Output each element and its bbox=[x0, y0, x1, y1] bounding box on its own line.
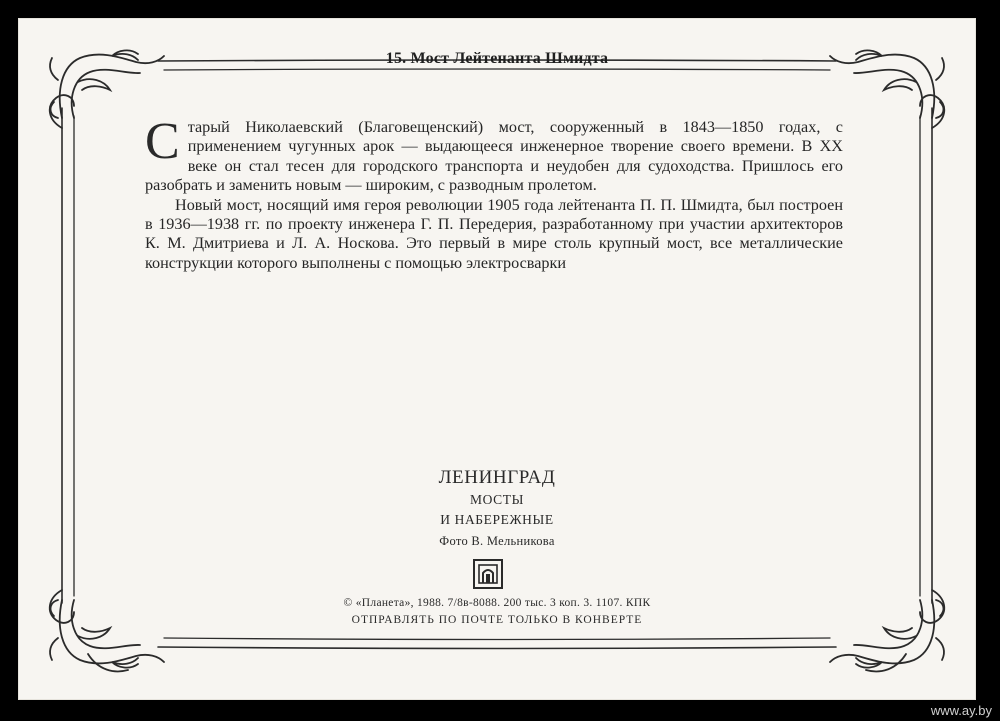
series-title-line-1: МОСТЫ bbox=[470, 492, 524, 507]
description-text bbox=[145, 113, 843, 273]
paragraph-2: Новый мост, носящий имя героя революции 1905 года лейтенанта П. П. Шмидта, был построен в 1936—1938 гг. по проекту инженера Г. П. Передерия, разработанному при участии архитекторов К. М. Дмитриева и Л. А. Носкова. Это первый в мире столь крупный мост, все металлические конструкции которого выполнены с помощью электросварки bbox=[145, 195, 843, 272]
planeta-logo-icon bbox=[473, 559, 503, 589]
mailing-note: ОТПРАВЛЯТЬ ПО ПОЧТЕ ТОЛЬКО В КОНВЕРТЕ bbox=[351, 614, 643, 626]
postcard-back bbox=[18, 18, 976, 700]
drop-cap: С bbox=[145, 113, 180, 170]
paragraph-1-text: тарый Николаевский (Благовещенский) мост, сооруженный в 1843—1850 годах, с применением чугунных арок — выдающееся инженерное творение своего времени. В XX веке он стал тесен для городского транспорта и неудобен для судоходства. Пришлось его разобрать и заменить новым — широким, с разводным пролетом. bbox=[145, 118, 843, 195]
publisher-line: © «Планета», 1988. 7/8в-8088. 200 тыс. 3 коп. 3. 1107. КПК bbox=[343, 597, 651, 609]
city-heading: ЛЕНИНГРАД bbox=[438, 467, 556, 488]
photo-credit: Фото В. Мельникова bbox=[439, 534, 555, 548]
series-title-line-2: И НАБЕРЕЖНЫЕ bbox=[440, 512, 554, 527]
watermark: www.ay.by bbox=[930, 703, 992, 718]
card-title: 15. Мост Лейтенанта Шмидта bbox=[385, 50, 609, 67]
paragraph-1 bbox=[145, 113, 843, 196]
